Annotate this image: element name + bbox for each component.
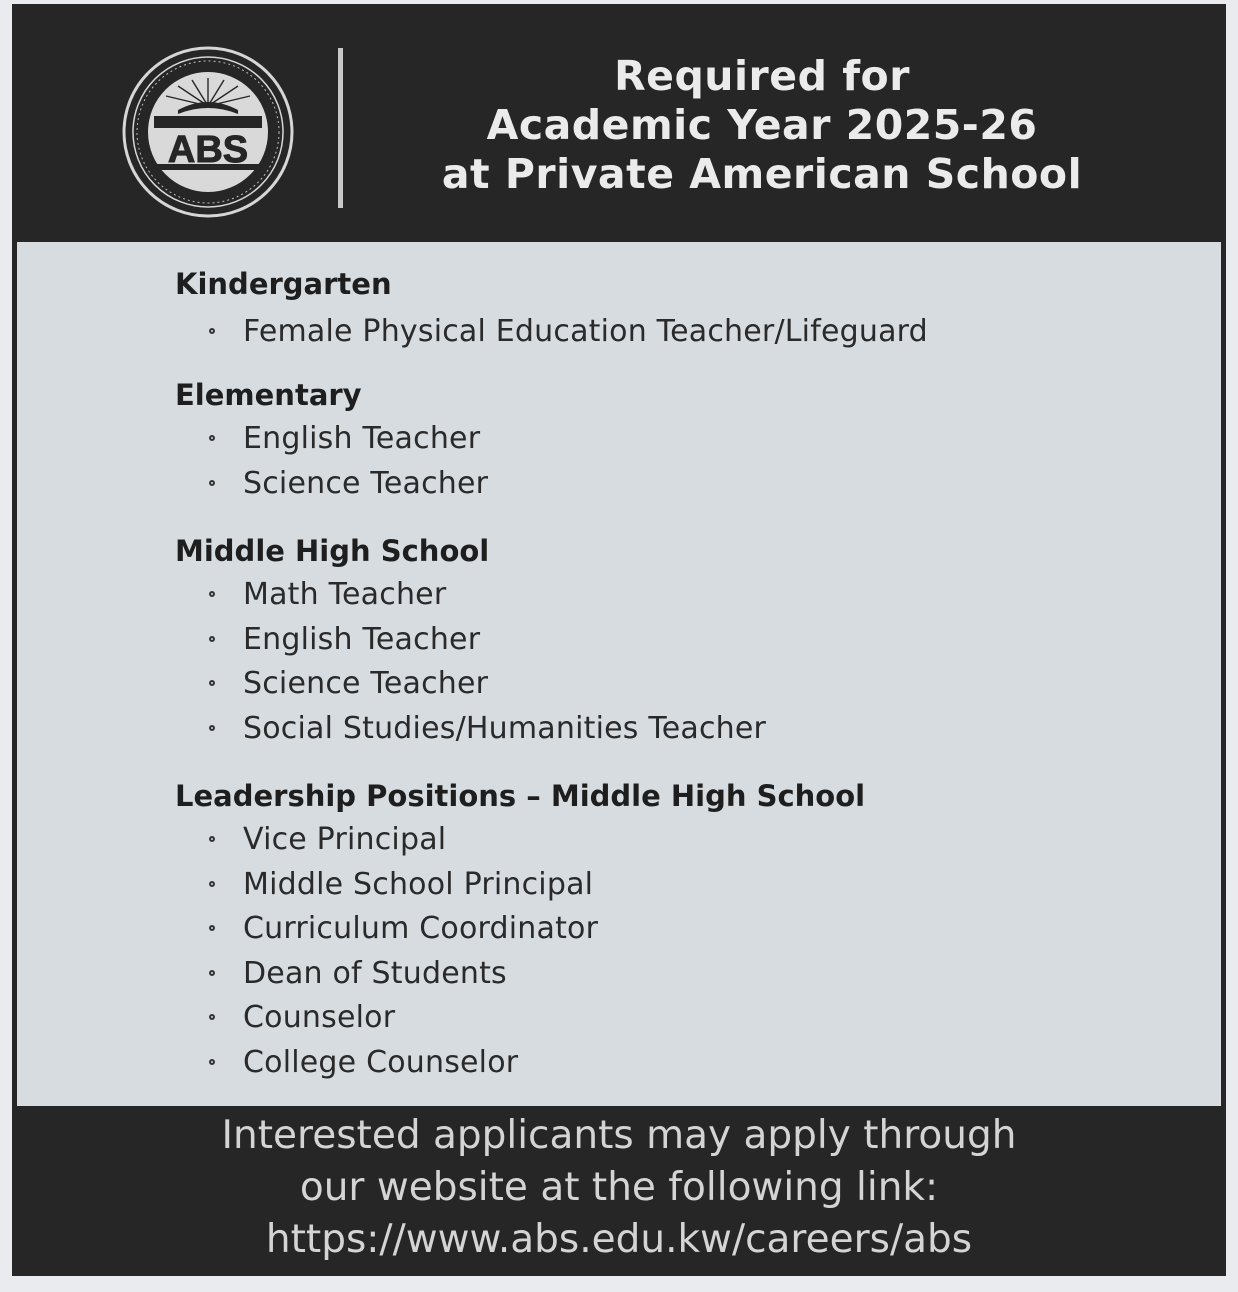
list-item: Vice Principal [175, 818, 1175, 863]
positions-panel [17, 242, 1221, 1106]
section-leadership-positions [175, 774, 1175, 1085]
ad-footer [12, 1108, 1226, 1278]
bullet-icon [209, 1059, 215, 1065]
bullet-icon [209, 636, 215, 642]
list-item: Middle School Principal [175, 863, 1175, 908]
bullet-icon [209, 970, 215, 976]
list-item: Science Teacher [175, 462, 1175, 507]
svg-text:ABS: ABS [167, 129, 249, 171]
bullet-icon [209, 328, 215, 334]
list-item: Science Teacher [175, 662, 1175, 707]
footer-line-2: our website at the following link: [299, 1165, 939, 1210]
list-item: Dean of Students [175, 952, 1175, 997]
section-title: Leadership Positions – Middle High School [175, 779, 866, 813]
bullet-icon [209, 480, 215, 486]
ad-title [372, 52, 1152, 199]
list-item: College Counselor [175, 1041, 1175, 1086]
section-title: Elementary [175, 378, 362, 412]
bullet-icon [209, 435, 215, 441]
job-advertisement [12, 4, 1226, 1276]
bullet-icon [209, 591, 215, 597]
list-item: Curriculum Coordinator [175, 907, 1175, 952]
section-middle-high-school [175, 529, 1175, 751]
footer-line-1: Interested applicants may apply through [221, 1113, 1017, 1158]
header-divider [338, 48, 343, 208]
title-line-2: Academic Year 2025-26 [486, 101, 1038, 149]
careers-link[interactable]: https://www.abs.edu.kw/careers/abs [265, 1217, 973, 1262]
section-title: Kindergarten [175, 267, 392, 301]
bullet-icon [209, 680, 215, 686]
list-item: Math Teacher [175, 573, 1175, 618]
bullet-icon [209, 881, 215, 887]
list-item: English Teacher [175, 417, 1175, 462]
bullet-icon [209, 725, 215, 731]
section-kindergarten [175, 262, 1175, 358]
list-item: Social Studies/Humanities Teacher [175, 707, 1175, 752]
list-item: Counselor [175, 996, 1175, 1041]
abs-logo-seal [120, 44, 296, 220]
title-line-1: Required for [614, 52, 910, 100]
title-line-3: at Private American School [441, 150, 1083, 198]
section-title: Middle High School [175, 534, 490, 568]
list-item: English Teacher [175, 618, 1175, 663]
bullet-icon [209, 925, 215, 931]
section-elementary [175, 373, 1175, 506]
bullet-icon [209, 1014, 215, 1020]
bullet-icon [209, 836, 215, 842]
list-item: Female Physical Education Teacher/Lifeguard [175, 306, 1175, 358]
ad-header [12, 4, 1226, 240]
